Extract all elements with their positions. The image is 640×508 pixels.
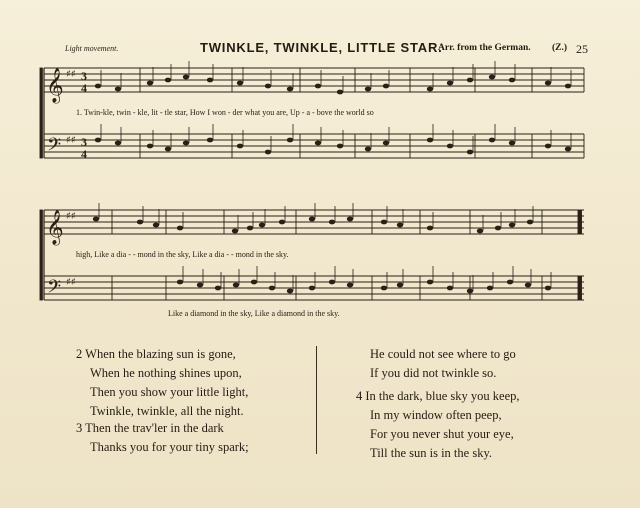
note-head	[509, 141, 515, 146]
time-signature-bottom: 4	[81, 81, 87, 95]
key-marking: (Z.)	[552, 43, 568, 53]
note-head	[177, 226, 183, 231]
note-head	[207, 78, 213, 83]
note-head	[565, 147, 571, 152]
note-head	[427, 226, 433, 231]
note-head	[165, 147, 171, 152]
note-head	[147, 81, 153, 86]
note-head	[215, 286, 221, 291]
verse-line: 3 Then the trav'ler in the dark	[76, 421, 224, 435]
note-head	[115, 87, 121, 92]
note-head	[177, 280, 183, 285]
verse-line: Till the sun is in the sky.	[370, 446, 493, 460]
time-signature-top: 3	[81, 135, 87, 149]
note-head	[507, 280, 513, 285]
tempo-marking: Light movement.	[65, 44, 119, 53]
note-head	[467, 78, 473, 83]
note-head	[183, 75, 189, 80]
note-head	[477, 229, 483, 234]
page-title: TWINKLE, TWINKLE, LITTLE STAR.	[200, 40, 443, 55]
note-head	[427, 280, 433, 285]
note-head	[397, 283, 403, 288]
note-head	[383, 141, 389, 146]
note-head	[381, 286, 387, 291]
system-bracket	[40, 210, 42, 300]
note-head	[565, 84, 571, 89]
note-head	[329, 280, 335, 285]
note-head	[365, 87, 371, 92]
note-head	[265, 150, 271, 155]
note-head	[527, 220, 533, 225]
note-head	[232, 229, 238, 234]
verse-line: 2 When the blazing sun is gone,	[76, 347, 236, 361]
verse-line: He could not see where to go	[370, 347, 516, 361]
note-head	[447, 144, 453, 149]
note-head	[467, 289, 473, 294]
verse-line: Thanks you for your tiny spark;	[90, 440, 249, 454]
note-head	[165, 78, 171, 83]
note-head	[315, 141, 321, 146]
column-divider	[316, 346, 317, 454]
verse-line: When he nothing shines upon,	[90, 366, 242, 380]
final-barline	[578, 210, 582, 234]
arrangement-credit: Arr. from the German.	[438, 43, 531, 53]
note-head	[153, 223, 159, 228]
note-head	[397, 223, 403, 228]
note-head	[251, 280, 257, 285]
note-head	[183, 141, 189, 146]
sharp-sign: ♯♯	[66, 69, 76, 80]
verse-3	[76, 419, 249, 457]
verse-line: Then you show your little light,	[90, 385, 249, 399]
time-signature-bottom: 4	[81, 147, 87, 161]
note-head	[427, 87, 433, 92]
note-head	[309, 217, 315, 222]
note-head	[509, 78, 515, 83]
sharp-sign: ♯♯	[66, 277, 76, 288]
note-head	[467, 150, 473, 155]
note-head	[93, 217, 99, 222]
time-signature-top: 3	[81, 69, 87, 83]
note-head	[365, 147, 371, 152]
lyric-line-2a: high, Like a dia - - mond in the sky, Like a dia - - mond in the sky.	[76, 250, 289, 259]
note-head	[489, 75, 495, 80]
verse-line: If you did not twinkle so.	[370, 366, 497, 380]
note-head	[329, 220, 335, 225]
note-head	[247, 226, 253, 231]
note-head	[197, 283, 203, 288]
note-head	[489, 138, 495, 143]
verse-line: 4 In the dark, blue sky you keep,	[356, 389, 520, 403]
note-head	[545, 81, 551, 86]
note-head	[233, 283, 239, 288]
note-head	[545, 286, 551, 291]
sharp-sign: ♯♯	[66, 211, 76, 222]
note-head	[347, 217, 353, 222]
note-head	[309, 286, 315, 291]
note-head	[279, 220, 285, 225]
note-head	[269, 286, 275, 291]
bass-clef: 𝄢	[47, 277, 62, 302]
note-head	[545, 144, 551, 149]
verse-4	[356, 387, 520, 463]
note-head	[287, 87, 293, 92]
lyric-line-1a: 1. Twin-kle, twin - kle, lit - tle star, How I won - der what you are, Up - a - bove the world so	[76, 108, 374, 117]
note-head	[115, 141, 121, 146]
note-head	[427, 138, 433, 143]
verse-2	[76, 345, 248, 421]
note-head	[147, 144, 153, 149]
note-head	[287, 289, 293, 294]
note-head	[237, 144, 243, 149]
note-head	[207, 138, 213, 143]
verse-line: In my window often peep,	[370, 408, 502, 422]
note-head	[381, 220, 387, 225]
note-head	[287, 138, 293, 143]
note-head	[259, 223, 265, 228]
note-head	[337, 90, 343, 95]
note-head	[95, 84, 101, 89]
sharp-sign: ♯♯	[66, 135, 76, 146]
verse-line: Twinkle, twinkle, all the night.	[90, 404, 244, 418]
note-head	[383, 84, 389, 89]
verse-3-cont	[356, 345, 516, 383]
note-head	[509, 223, 515, 228]
treble-clef: 𝄞	[46, 210, 64, 245]
note-head	[347, 283, 353, 288]
note-head	[487, 286, 493, 291]
page-number: 25	[576, 42, 588, 56]
final-barline	[578, 276, 582, 300]
treble-clef: 𝄞	[46, 68, 64, 103]
system-bracket	[40, 68, 42, 158]
note-head	[315, 84, 321, 89]
note-head	[495, 226, 501, 231]
lyric-line-2b: Like a diamond in the sky, Like a diamond in the sky.	[168, 309, 340, 318]
note-head	[265, 84, 271, 89]
note-head	[137, 220, 143, 225]
note-head	[447, 81, 453, 86]
note-head	[337, 144, 343, 149]
note-head	[95, 138, 101, 143]
bass-clef: 𝄢	[47, 135, 62, 160]
note-head	[525, 283, 531, 288]
note-head	[237, 81, 243, 86]
verse-line: For you never shut your eye,	[370, 427, 514, 441]
note-head	[447, 286, 453, 291]
